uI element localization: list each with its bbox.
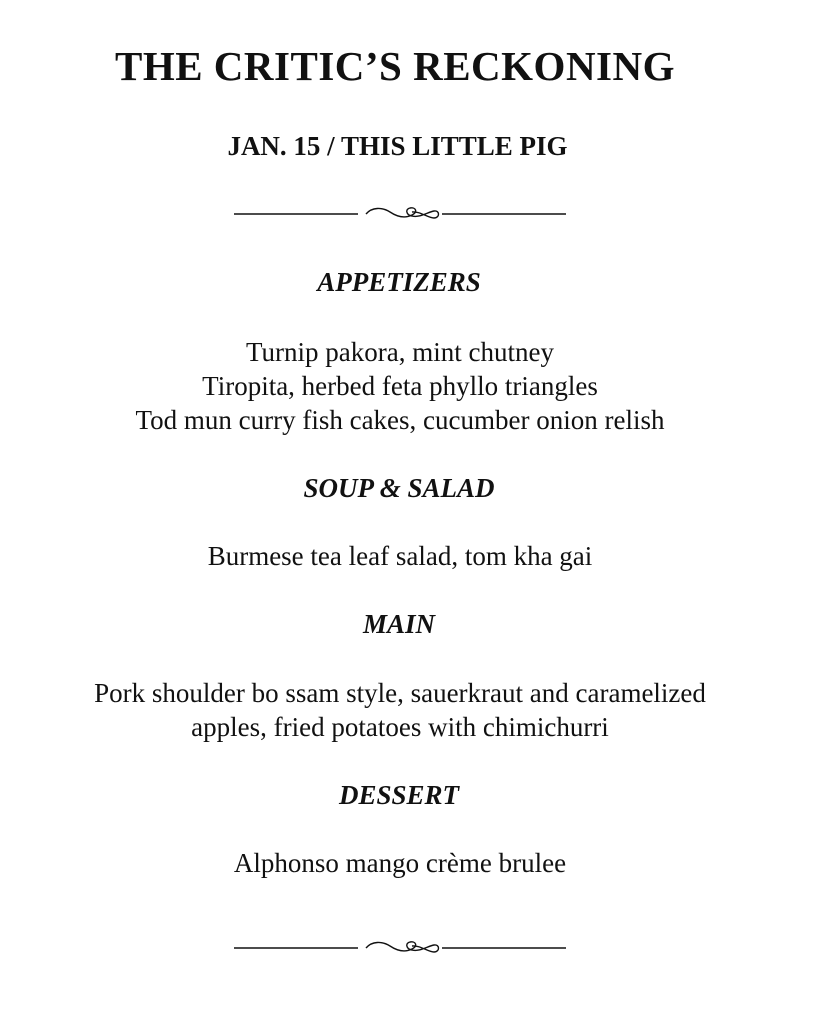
- menu-subtitle: JAN. 15 / THIS LITTLE PIG: [227, 131, 568, 161]
- menu-item-line: Pork shoulder bo ssam style, sauerkraut and caramelized: [94, 678, 706, 708]
- menu-item-line: Tiropita, herbed feta phyllo triangles: [202, 371, 598, 401]
- menu-item-line: apples, fried potatoes with chimichurri: [191, 712, 609, 742]
- section-heading-appetizers: APPETIZERS: [317, 267, 481, 297]
- menu-item-line: Alphonso mango crème brulee: [233, 848, 567, 878]
- section-heading-main: MAIN: [362, 609, 436, 639]
- section-heading-dessert: DESSERT: [338, 780, 460, 810]
- menu-title: THE CRITIC’S RECKONING: [114, 43, 676, 89]
- ornamental-divider-bottom: [234, 938, 566, 958]
- menu-item-line: Turnip pakora, mint chutney: [246, 337, 554, 367]
- ornamental-divider-top: [234, 204, 566, 224]
- menu-item-line: Tod mun curry fish cakes, cucumber onion relish: [135, 405, 665, 435]
- section-heading-soup-salad: SOUP & SALAD: [303, 473, 495, 503]
- menu-item-line: Burmese tea leaf salad, tom kha gai: [207, 541, 593, 571]
